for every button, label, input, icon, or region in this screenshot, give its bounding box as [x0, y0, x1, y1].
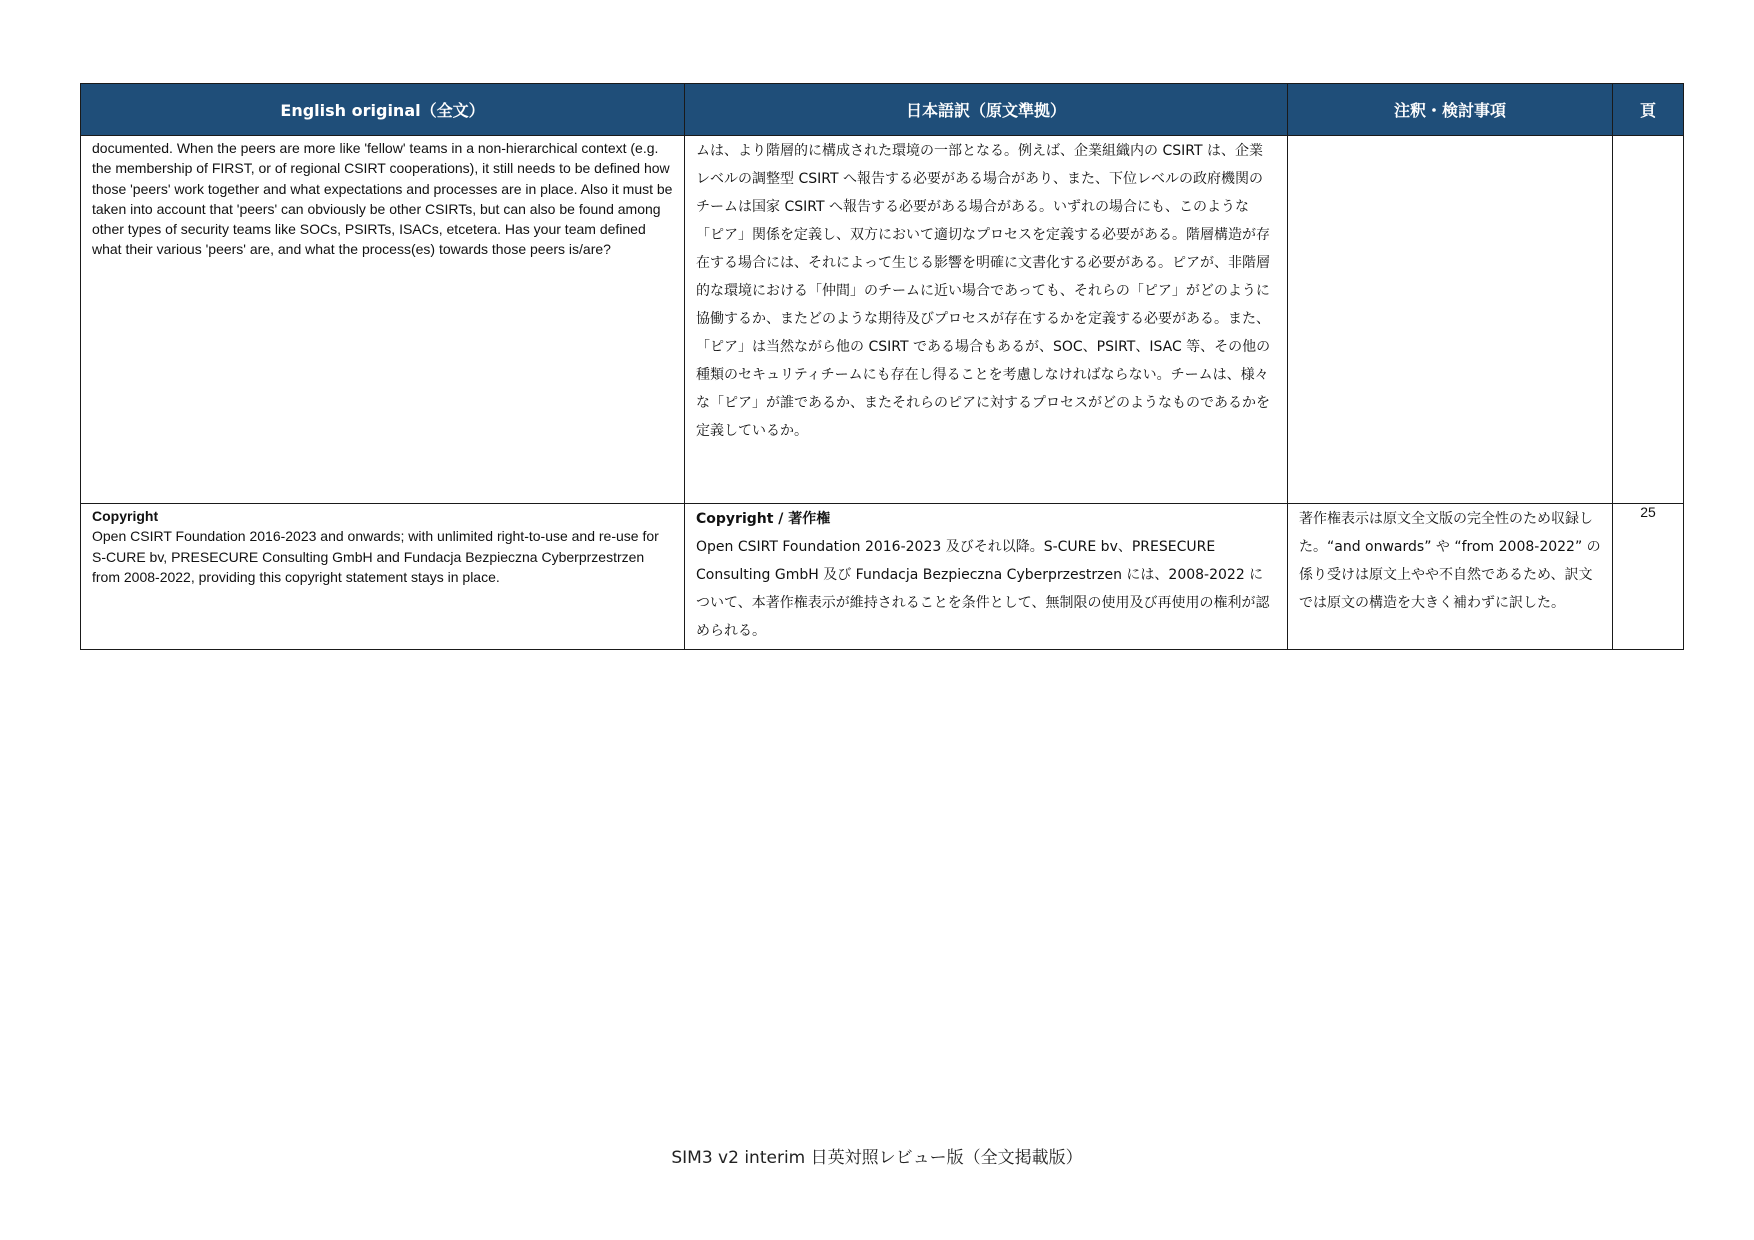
- japanese-cell: [685, 504, 1288, 650]
- page-cell: [1613, 136, 1684, 504]
- japanese-heading: Copyright / 著作権: [696, 511, 831, 527]
- japanese-cell: [685, 136, 1288, 504]
- note-cell: [1288, 136, 1613, 504]
- english-text: documented. When the peers are more like 'fellow' teams in a non-hierarchical context (e.g. the membership of FIRST, or of regional CSIRT cooperations), it still needs to be defined how those 'peers' work together and what expectations and processes are in place. Also it must be taken into account that 'peers' can obviously be other CSIRTs, but can also be found among other types of security teams like SOCs, PSIRTs, ISACs, etcetera. Has your team defined what their various 'peers' are, and what the process(es) towards those peers is/are?: [92, 140, 673, 258]
- table-header-row: [81, 84, 1684, 136]
- english-cell: [81, 504, 685, 650]
- table-row: [81, 504, 1684, 650]
- header-japanese-translation: 日本語訳（原文準拠）: [685, 84, 1288, 136]
- header-page: 頁: [1613, 84, 1684, 136]
- header-notes: 注釈・検討事項: [1288, 84, 1613, 136]
- english-heading: Copyright: [92, 508, 159, 524]
- page-cell: 25: [1613, 504, 1684, 650]
- page-footer: SIM3 v2 interim 日英対照レビュー版（全文掲載版）: [671, 1148, 1083, 1168]
- bilingual-review-table: [80, 83, 1684, 650]
- table-row: [81, 136, 1684, 504]
- english-cell: [81, 136, 685, 504]
- japanese-text: ムは、より階層的に構成された環境の一部となる。例えば、企業組織内の CSIRT は、企業レベルの調整型 CSIRT へ報告する必要がある場合があり、また、下位レベルの政府機関のチームは国家 CSIRT へ報告する必要がある場合がある。いずれの場合にも、このような「ピア」関係を定義し、双方において適切なプロセスを定義する必要がある。階層構造が存在する場合には、それによって生じる影響を明確に文書化する必要がある。ピアが、非階層的な環境における「仲間」のチームに近い場合であっても、それらの「ピア」がどのように協働するか、またどのような期待及びプロセスが存在するかを定義する必要がある。また、「ピア」は当然ながら他の CSIRT である場合もあるが、SOC、PSIRT、ISAC 等、その他の種類のセキュリティチームにも存在し得ることを考慮しなければならない。チームは、様々な「ピア」が誰であるか、またそれらのピアに対するプロセスがどのようなものであるかを定義しているか。: [696, 143, 1271, 439]
- note-cell: 著作権表示は原文全文版の完全性のため収録した。“and onwards” や “from 2008-2022” の係り受けは原文上やや不自然であるため、訳文では原文の構造を大きく補わずに訳した。: [1288, 504, 1613, 650]
- english-text: Open CSIRT Foundation 2016-2023 and onwards; with unlimited right-to-use and re-use for S-CURE bv, PRESECURE Consulting GmbH and Fundacja Bezpieczna Cyberprzestrzen from 2008-2022, providing this copyright statement stays in place.: [92, 528, 659, 585]
- header-english-original: English original（全文）: [81, 84, 685, 136]
- japanese-text: Open CSIRT Foundation 2016-2023 及びそれ以降。S-CURE bv、PRESECURE Consulting GmbH 及び Fundacja Bezpieczna Cyberprzestrzen には、2008-2022 について、本著作権表示が維持されることを条件として、無制限の使用及び再使用の権利が認められる。: [696, 539, 1270, 639]
